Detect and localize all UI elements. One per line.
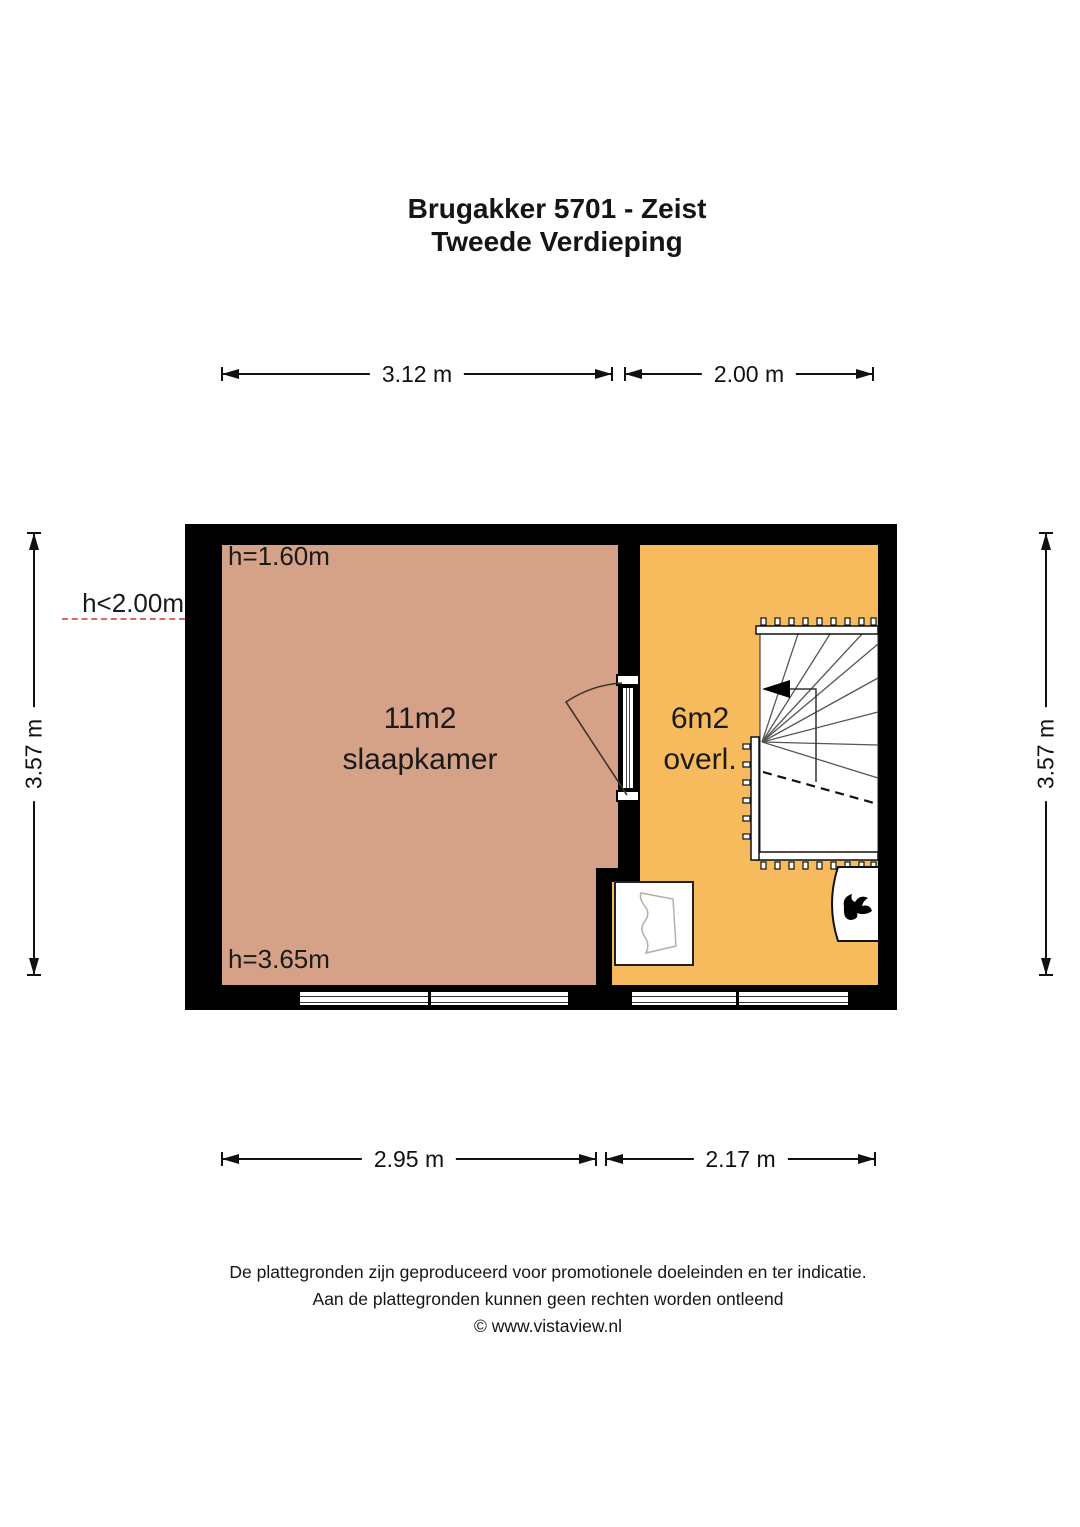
door-leaf <box>621 686 635 790</box>
dimension-end-tick <box>872 367 874 381</box>
dimension-end-tick <box>595 1152 597 1166</box>
window-glass-lines <box>300 996 568 1003</box>
arrowhead-down-icon <box>1041 958 1051 975</box>
window-bedroom <box>300 990 568 1007</box>
arrowhead-left-icon <box>625 369 642 379</box>
dimension-end-tick <box>221 367 223 381</box>
dimension-label: 3.57 m <box>20 707 49 801</box>
title-floor: Tweede Verdieping <box>431 226 683 257</box>
dimension-end-tick <box>221 1152 223 1166</box>
dimension-end-tick <box>27 532 41 534</box>
title-address: Brugakker 5701 - Zeist <box>407 193 707 224</box>
room-landing-extension <box>612 882 640 985</box>
dimension-label: 2.95 m <box>362 1145 456 1174</box>
arrowhead-right-icon <box>595 369 612 379</box>
arrowhead-left-icon <box>222 369 239 379</box>
window-mullion <box>736 992 739 1005</box>
dimension-end-tick <box>27 974 41 976</box>
dimension-top-right <box>625 361 873 387</box>
window-landing <box>632 990 848 1007</box>
dimension-bottom-right <box>606 1146 875 1172</box>
arrowhead-left-icon <box>222 1154 239 1164</box>
dimension-top-left <box>222 361 612 387</box>
door-hinge-bottom <box>616 790 640 802</box>
arrowhead-right-icon <box>856 369 873 379</box>
arrowhead-right-icon <box>579 1154 596 1164</box>
room-area: 6m2 <box>670 702 730 735</box>
arrowhead-right-icon <box>858 1154 875 1164</box>
room-name: overl. <box>663 743 737 776</box>
dimension-end-tick <box>611 367 613 381</box>
divider-wall-upper <box>618 545 640 676</box>
disclaimer <box>0 1259 1080 1340</box>
arrowhead-up-icon <box>29 533 39 550</box>
page-title <box>0 192 1080 258</box>
height-limit-dashed-line <box>62 618 185 620</box>
room-label-bedroom <box>222 698 618 780</box>
dimension-end-tick <box>1039 532 1053 534</box>
arrowhead-up-icon <box>1041 533 1051 550</box>
disclaimer-line-2: Aan de plattegronden kunnen geen rechten worden ontleend <box>312 1289 784 1309</box>
dimension-label: 2.00 m <box>702 360 796 389</box>
dimension-end-tick <box>1039 974 1053 976</box>
dimension-side-right <box>1032 533 1059 975</box>
door-hinge-top <box>616 674 640 686</box>
dimension-end-tick <box>605 1152 607 1166</box>
arrowhead-down-icon <box>29 958 39 975</box>
outside-height-label: h<2.00m <box>82 588 184 618</box>
copyright: © www.vistaview.nl <box>473 1316 623 1336</box>
disclaimer-line-1: De plattegronden zijn geproduceerd voor promotionele doeleinden en ter indicatie. <box>229 1262 867 1282</box>
room-label-landing <box>640 698 760 780</box>
dimension-end-tick <box>624 367 626 381</box>
dimension-side-left <box>20 533 47 975</box>
ceiling-height-label-top: h=1.60m <box>228 541 330 571</box>
arrowhead-left-icon <box>606 1154 623 1164</box>
divider-wall-bottom <box>596 882 612 985</box>
ceiling-height-label-bottom: h=3.65m <box>228 944 330 974</box>
dimension-label: 3.57 m <box>1032 707 1061 801</box>
room-area: 11m2 <box>383 702 457 735</box>
room-name: slaapkamer <box>342 743 498 776</box>
window-glass-lines <box>632 996 848 1003</box>
dimension-end-tick <box>874 1152 876 1166</box>
dimension-label: 3.12 m <box>370 360 464 389</box>
dimension-label: 2.17 m <box>693 1145 787 1174</box>
divider-wall-jog <box>596 868 640 882</box>
dimension-bottom-left <box>222 1146 596 1172</box>
window-mullion <box>428 992 431 1005</box>
